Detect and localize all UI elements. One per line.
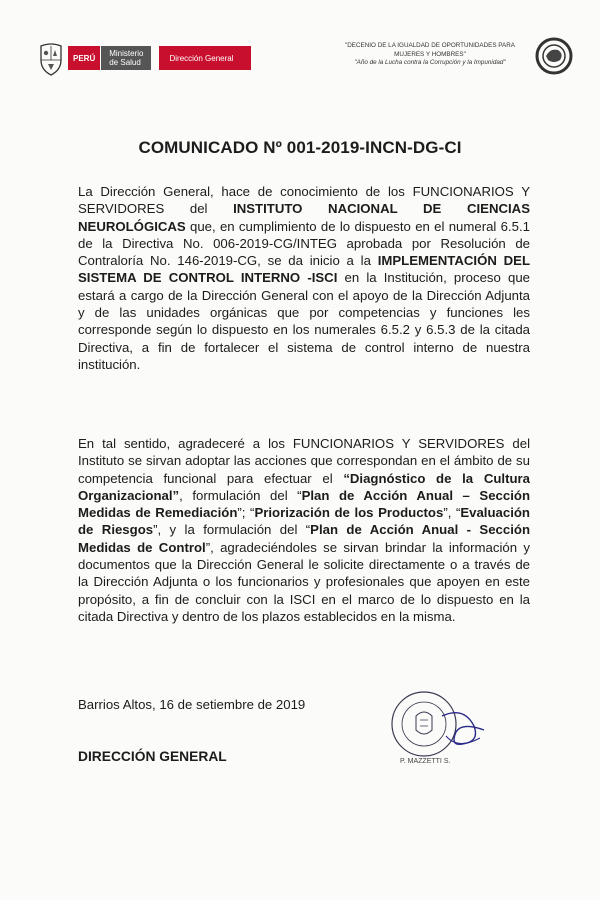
p2-text-1: En tal sentido, agradeceré a los FUNCIONARIOS Y SERVIDORES del Instituto se sirvan adoptar las acciones que correspondan en el ámbito de su competencia funcional para efectuar el [78,436,530,486]
p1-bold-isci: IMPLEMENTACIÓN DEL SISTEMA DE CONTROL INTERNO -ISCI [78,253,530,286]
p2-text-6: ”, agradeciéndoles se sirvan brindar la información y documentos que la Dirección General le solicite directamente o a través de la Dirección Adjunta o los funcionarios y profesionales que apoyen en este propósito, a fin de concluir con la ISCI en el marco de lo dispuesto en la citada Directiva y dentro de los plazos establecidos en la misma. [78,539,530,624]
p2-bold-diagnostico: “Diagnóstico de la Cultura Organizacional” [78,470,530,503]
minsa-brand [68,46,251,70]
p1-text-3: en la Institución, proceso que estará a cargo de la Dirección General con el apoyo de la Dirección Adjunta y de las unidades orgánicas que por competencias y funciones les corresponde según lo dispuesto en los numerales 6.5.2 y 6.5.3 de la citada Directiva, a fin de fortalecer el sistema de control interno de nuestra institución. [78,270,530,372]
p2-bold-riesgos: Evaluación de Riesgos [78,505,530,538]
p2-bold-priorizacion: Priorización de los Productos [254,505,444,521]
institute-logo-icon [534,36,574,76]
decenio-line3: "Año de la Lucha contra la Corrupción y la Impunidad" [354,59,506,66]
paragraph-1 [78,183,530,373]
brand-ministerio [100,46,151,70]
p2-text-2: , formulación del “ [179,487,302,503]
p1-bold-institute: INSTITUTO NACIONAL DE CIENCIAS NEUROLÓGICAS [78,201,530,234]
peru-coat-of-arms-icon [38,42,64,76]
brand-peru: PERÚ [68,46,100,70]
p2-bold-plan-remediacion: Plan de Acción Anual – Sección Medidas de Remediación [78,487,530,521]
brand-ministerio-line1: Ministerio [109,49,144,58]
stamp-name: P. MAZZETTI S. [400,758,451,765]
decenio-line2: MUJERES Y HOMBRES" [394,50,466,58]
p2-text-4: ”, “ [443,505,461,521]
p1-text-2: que, en cumplimiento de lo dispuesto en el numeral 6.5.1 de la Directiva No. 006-2019-CG/INTEG aprobada por Resolución de Contraloría No. 146-2019-CG, se da inicio a la [78,218,530,269]
brand-direccion: Dirección General [159,46,251,70]
letterhead [38,42,578,82]
p2-text-3: ”; “ [237,505,255,521]
paragraph-2 [78,435,530,625]
document-date: Barrios Altos, 16 de setiembre de 2019 [78,697,306,712]
brand-ministerio-line2: de Salud [109,58,141,67]
decenio-motto [310,42,550,68]
document-title: COMUNICADO Nº 001-2019-INCN-DG-CI [138,138,462,157]
p2-bold-plan-control: Plan de Acción Anual - Sección Medidas de Control [78,522,530,555]
signature-title: DIRECCIÓN GENERAL [78,749,227,764]
p1-text-1: La Dirección General, hace de conocimiento de los FUNCIONARIOS Y SERVIDORES del [78,184,530,217]
decenio-line1: "DECENIO DE LA IGUALDAD DE OPORTUNIDADES PARA [345,42,515,49]
p2-text-5: ”, y la formulación del “ [153,522,311,538]
